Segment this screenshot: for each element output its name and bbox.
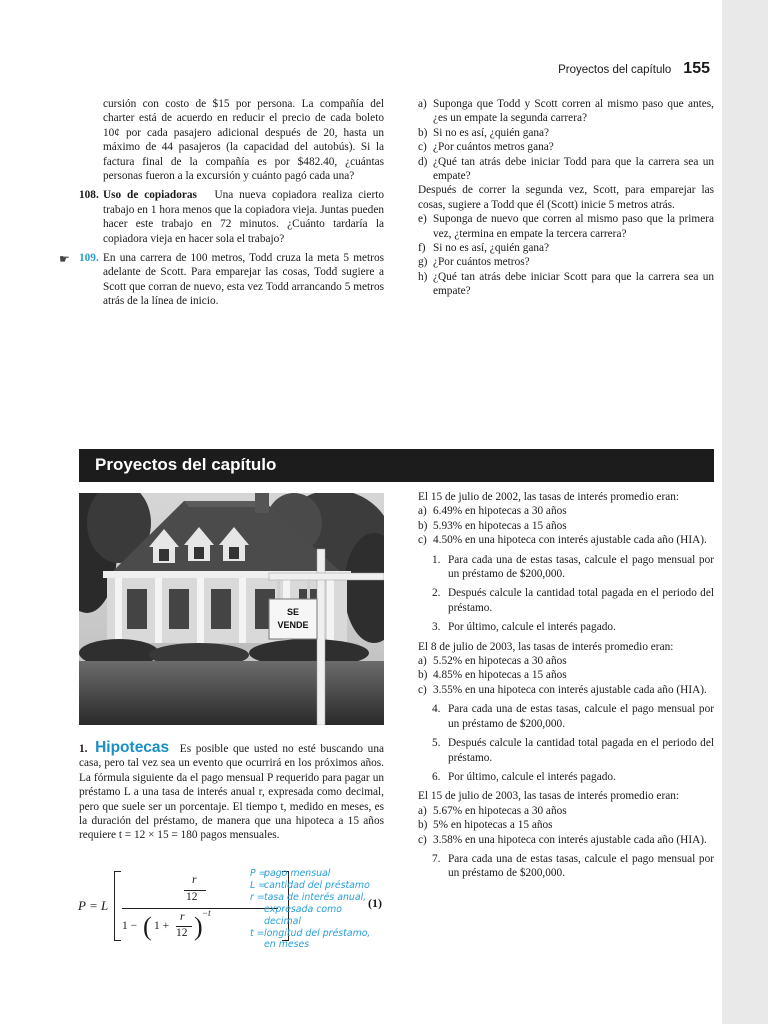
right-column-bottom bbox=[418, 490, 714, 881]
problem-109 bbox=[59, 251, 384, 309]
formula-one-plus: 1 + bbox=[154, 920, 170, 932]
problem-109-part-a: a) Suponga que Todd y Scott corren al mismo paso que antes, ¿es un empate la segunda carrera? bbox=[418, 98, 714, 125]
task-item: 7. Para cada una de estas tasas, calcule el pago mensual por un préstamo de $200,000. bbox=[432, 852, 714, 880]
problem-108-title: Uso de copiadoras bbox=[103, 189, 197, 202]
problem-107-continuation: cursión con costo de $15 por persona. La compañía del charter está de acuerdo en reducir el precio de cada boleto 10¢ por cada pasajero adicional después de 20, hasta un máximo de 44 pasajeros (la capacidad del autobús). Si la factura final de la compañía es por $482.40, ¿cuántas personas fueron a la excursión y cuánto pagó cada una? bbox=[103, 98, 384, 183]
legend-item: r = tasa de interés anual, expresada como decimal bbox=[250, 891, 367, 927]
legend-item: L = cantidad del préstamo bbox=[250, 879, 370, 891]
task-item: 5. Después calcule la cantidad total pagada en el periodo del préstamo. bbox=[432, 737, 714, 764]
rates-intro-2003-july-8: El 8 de julio de 2003, las tasas de interés promedio eran: bbox=[418, 640, 674, 653]
legend-item: t = longitud del préstamo, en meses bbox=[250, 927, 371, 951]
sign-line-1: SE bbox=[286, 607, 300, 617]
problem-109-part-d: d) ¿Qué tan atrás debe iniciar Todd para que la carrera sea un empate? bbox=[418, 155, 714, 183]
rate-item: a) 6.49% en hipotecas a 30 años bbox=[418, 505, 567, 518]
rate-item: c) 4.50% en una hipoteca con interés ajustable cada año (HIA). bbox=[418, 534, 707, 547]
problem-109-part-b: b) Si no es así, ¿quién gana? bbox=[418, 126, 550, 139]
formula-equation-number: (1) bbox=[368, 896, 382, 910]
task-item: 6. Por último, calcule el interés pagado. bbox=[432, 770, 616, 783]
problem-108 bbox=[79, 188, 384, 246]
house-photo-illustration bbox=[79, 493, 384, 725]
rate-item: c) 3.55% en una hipoteca con interés ajustable cada año (HIA). bbox=[418, 683, 707, 696]
rate-item: b) 5% en hipotecas a 15 años bbox=[418, 819, 553, 832]
legend-item: P = pago mensual bbox=[250, 868, 331, 879]
formula-lhs: P = L bbox=[78, 898, 109, 913]
formula-legend bbox=[250, 868, 380, 951]
problem-109-text: En una carrera de 100 metros, Todd cruza la meta 5 metros adelante de Scott. Para emparejar las cosas, Todd sugiere a Scott que corran de nuevo, esta vez Todd arrancando 5 metros atrás de la línea de inicio. bbox=[103, 252, 384, 308]
sign-line-2: VENDE bbox=[277, 620, 309, 630]
side-margin-strip bbox=[722, 0, 768, 1024]
page-header bbox=[558, 60, 710, 78]
project-1-title: Hipotecas bbox=[95, 739, 170, 756]
problem-109-part-h: h) ¿Qué tan atrás debe iniciar Scott para que la carrera sea un empate? bbox=[418, 270, 714, 298]
house-photo bbox=[79, 493, 384, 725]
problem-109-middle-text: Después de correr la segunda vez, Scott, para emparejar las cosas, sugiere a Todd que él (Scott) inicie 5 metros atrás. bbox=[418, 184, 714, 211]
formula-numerator-r: r bbox=[192, 874, 197, 886]
task-item: 4. Para cada una de estas tasas, calcule el pago mensual por un préstamo de $200,000. bbox=[432, 703, 714, 730]
problem-109-part-f: f) Si no es así, ¿quién gana? bbox=[418, 242, 550, 255]
section-banner bbox=[79, 449, 714, 482]
problem-109-part-e: e) Suponga de nuevo que corren al mismo paso que la primera vez, ¿termina en empate la tercera carrera? bbox=[418, 213, 714, 240]
formula-one-minus: 1 − bbox=[122, 920, 138, 932]
formula-exponent: −t bbox=[202, 908, 211, 918]
formula-inner-r: r bbox=[180, 911, 185, 923]
rate-item: a) 5.67% en hipotecas a 30 años bbox=[418, 804, 567, 817]
task-item: 2. Después calcule la cantidad total pagada en el periodo del préstamo. bbox=[432, 587, 714, 614]
rate-item: c) 3.58% en una hipoteca con interés ajustable cada año (HIA). bbox=[418, 833, 707, 846]
task-item: 1. Para cada una de estas tasas, calcule el pago mensual por un préstamo de $200,000. bbox=[432, 553, 714, 581]
project-1-paragraph bbox=[79, 741, 384, 843]
section-banner-title: Proyectos del capítulo bbox=[95, 455, 277, 474]
rates-intro-2003-july-15: El 15 de julio de 2003, las tasas de interés promedio eran: bbox=[418, 790, 680, 803]
rate-item: a) 5.52% en hipotecas a 30 años bbox=[418, 655, 567, 668]
formula-left-paren: ( bbox=[143, 912, 152, 941]
problem-109-part-g: g) ¿Por cuántos metros? bbox=[418, 256, 530, 269]
problem-109-part-c: c) ¿Por cuántos metros gana? bbox=[418, 141, 554, 154]
pointing-hand-icon: ☛ bbox=[59, 252, 70, 267]
project-1-number: 1. bbox=[79, 743, 88, 755]
formula-left-bracket bbox=[114, 871, 121, 941]
project-1-block bbox=[79, 741, 384, 843]
project-1-text: Es posible que usted no esté buscando una casa, pero tal vez sea un evento que ocurrirá en los próximos años. La fórmula siguiente da el pago mensual P requerido para pagar un préstamo L a una tasa de interés anual r, expresada como decimal, pero que suele ser un porcentaje. El tiempo t, medido en meses, es la duración del préstamo, de manera que una hipoteca a 15 años requiere t = 12 × 15 = 180 pagos mensuales. bbox=[79, 743, 384, 842]
right-column-top bbox=[418, 97, 714, 299]
formula-numerator-12: 12 bbox=[186, 891, 198, 903]
formula-inner-12: 12 bbox=[176, 927, 188, 939]
rate-item: b) 4.85% en hipotecas a 15 años bbox=[418, 669, 567, 682]
problem-108-number: 108. bbox=[79, 189, 99, 202]
left-column-top bbox=[59, 97, 384, 309]
problem-109-number: 109. bbox=[79, 252, 99, 265]
rate-item: b) 5.93% en hipotecas a 15 años bbox=[418, 519, 567, 532]
page-number: 155 bbox=[683, 60, 710, 77]
formula-right-paren: ) bbox=[194, 912, 203, 941]
header-section-title: Proyectos del capítulo bbox=[558, 64, 672, 76]
rates-intro-2002: El 15 de julio de 2002, las tasas de interés promedio eran: bbox=[418, 491, 680, 503]
problem-108-text: Una nueva copiadora realiza cierto trabajo en 1 hora menos que la copiadora vieja. Juntas pueden hacer este trabajo en 72 minutos. ¿Cuánto tardaría la copiadora vieja en hacer sola el trabajo? bbox=[103, 189, 384, 245]
task-item: 3. Por último, calcule el interés pagado. bbox=[432, 621, 616, 634]
